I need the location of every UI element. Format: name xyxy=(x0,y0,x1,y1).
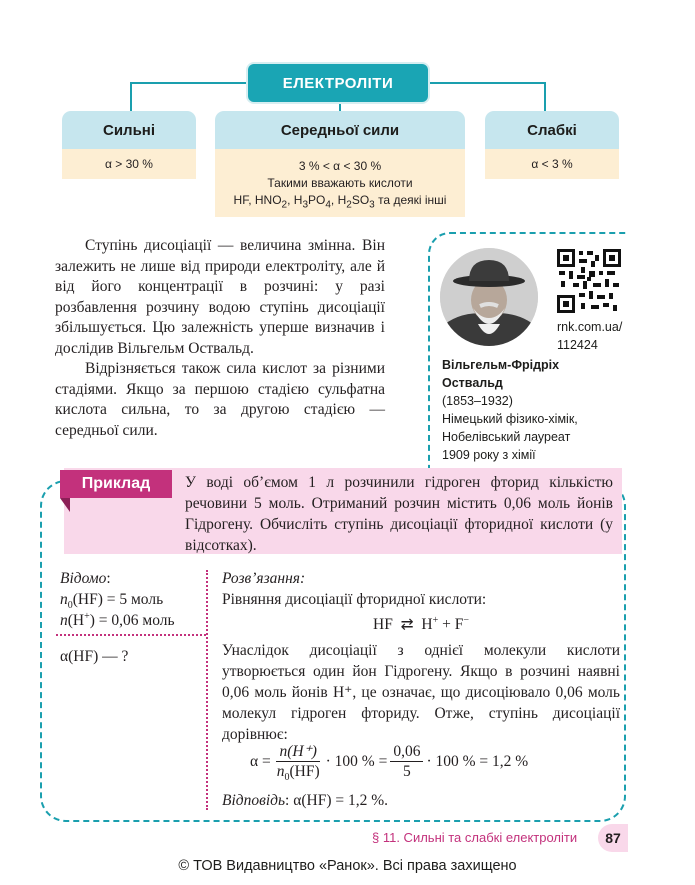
category-strong-header: Сильні xyxy=(62,111,196,149)
portrait-photo xyxy=(440,248,538,346)
qr-code-icon xyxy=(557,249,621,313)
category-medium-note: Такими вважають кислоти xyxy=(267,175,413,190)
copyright: © ТОВ Видавництво «Ранок». Всі права захищено xyxy=(178,858,517,874)
equation-title: Рівняння дисоціації фторидної кислоти: xyxy=(222,591,487,608)
given-label: Відомо xyxy=(60,570,107,587)
paragraph-1: Ступінь дисоціації — величина змінна. Він залежить не лише від природи електроліту, але й від його концентрації в розчині: у разі розбавлення розчину водою ступінь дисоціації збільшується. Цю залежність уперше визначив і дослідив Вільгельм Оствальд. xyxy=(55,237,385,357)
solution-block xyxy=(222,568,620,637)
category-medium-body xyxy=(215,149,465,217)
category-strong-value: α > 30 % xyxy=(105,156,153,171)
category-medium-header: Середньої сили xyxy=(215,111,465,149)
given-line-2: n(H+) = 0,06 моль xyxy=(60,610,175,629)
paragraph-2: Відрізняється також сила кислот за різними стадіями. Якщо за першою стадією сульфатна кислота сильна, то за другою стадією — середньої сили. xyxy=(55,360,385,439)
connector-line xyxy=(544,82,546,112)
bio-years: (1853–1932) xyxy=(442,394,513,408)
example-label: Приклад xyxy=(60,470,172,498)
solution-label: Розв’язання: xyxy=(222,570,306,587)
qr-code[interactable] xyxy=(557,249,621,313)
given-line-1: $n_0(HF) = 5$ моль xyxy=(60,591,164,612)
bio-text xyxy=(442,356,622,464)
answer-line: Відповідь: α(HF) = 1,2 %. xyxy=(222,792,389,809)
find-line: α(HF) — ? xyxy=(60,648,129,665)
qr-link[interactable]: rnk.com.ua/ 112424 xyxy=(557,320,623,352)
page-number: 87 xyxy=(598,824,628,852)
fraction-2: $\frac{0,06}{5}$ xyxy=(390,742,423,781)
bio-name: Вільгельм-Фрідріх Оствальд xyxy=(442,358,560,390)
divider-vertical xyxy=(206,570,208,810)
fraction-1: $\frac{n(H^+)}{n_0(HF)}$ xyxy=(276,743,320,784)
main-text xyxy=(55,236,385,441)
connector-line xyxy=(130,82,132,112)
bio-desc-2: Нобелівський лауреат xyxy=(442,430,571,444)
dissociation-equation: HF ⇄ H+ + F− xyxy=(373,614,469,633)
explanation: Унаслідок дисоціації з однієї молекули кислоти утворюється один йон Гідрогену. Якщо в розчині наявні 0,06 моль йонів H⁺, це означає, що дисоціювало 0,06 моль молекул гідроген фториду. Отже, ступінь дисоціації дорівнює: xyxy=(222,642,620,743)
category-weak-body xyxy=(485,149,619,179)
category-weak-value: α < 3 % xyxy=(531,156,573,171)
alpha-formula: α = $\frac{n(H^+)}{n_0(HF)}$ · 100 % = $\frac{0,06}{5}$ · 100 % = 1,2 % xyxy=(250,743,529,784)
category-weak-header: Слабкі xyxy=(485,111,619,149)
diagram-title: ЕЛЕКТРОЛІТИ xyxy=(248,64,428,102)
divider-horizontal xyxy=(56,634,206,636)
bio-desc-1: Німецький фізико-хімік, xyxy=(442,412,578,426)
example-task: У воді об’ємом 1 л розчинили гідроген фторид кількістю речовини 5 моль. Отриманий розчин містить 0,06 моль йонів Гідрогену. Обчисліть ступінь дисоціації фторидної кислоти (у відсотках). xyxy=(185,474,613,554)
category-strong-body xyxy=(62,149,196,179)
example-label-fold xyxy=(60,498,70,512)
bio-desc-3: 1909 року з хімії xyxy=(442,448,536,462)
portrait-photo-icon xyxy=(440,248,538,346)
category-medium-range: 3 % < α < 30 % xyxy=(298,158,382,173)
section-title: § 11. Сильні та слабкі електроліти xyxy=(372,830,578,845)
category-medium-acids: HF, $HNO_2$, $H_3PO_4$, $H_2SO_3$ та деякі інші xyxy=(233,192,447,210)
given-block: Відомо: $n_0(HF) = 5$ моль n(H+) = 0,06 моль xyxy=(60,568,205,631)
